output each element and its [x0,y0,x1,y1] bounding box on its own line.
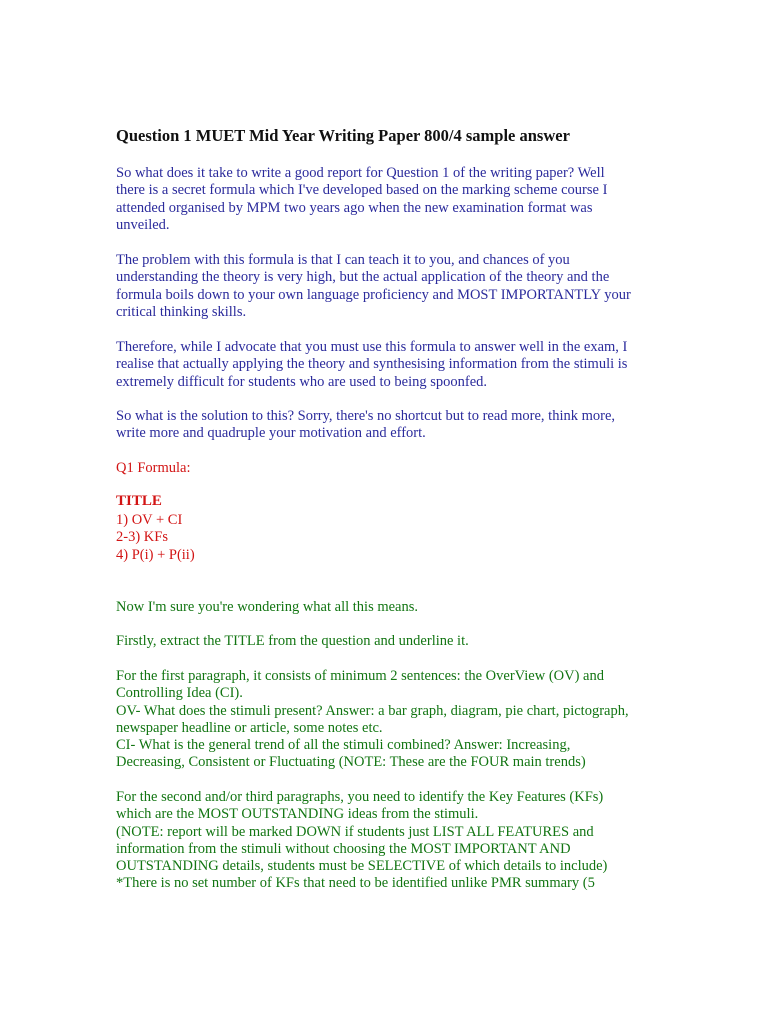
formula-heading: Q1 Formula: [116,460,191,476]
solution-paragraph: So what is the solution to this? Sorry, there's no shortcut but to read more, think more, write more and quadruple your motivation and effort. [116,408,616,442]
document-title: Question 1 MUET Mid Year Writing Paper 800/4 sample answer [116,126,570,145]
wondering-paragraph: Now I'm sure you're wondering what all this means. [116,599,419,615]
first-paragraph-explanation: For the first paragraph, it consists of minimum 2 sentences: the OverView (OV) and Controlling Idea (CI). OV- What does the stimuli present? Answer: a bar graph, diagram, pie chart, pictograph, newspaper headline or article, some notes etc. CI- What is the general trend of all the stimuli combined? Answer: Increasing, Decreasing, Consistent or Fluctuating (NOTE: These are the FOUR main trends) [116,668,629,771]
problem-paragraph: The problem with this formula is that I can teach it to you, and chances of you understanding the theory is very high, but the actual application of the theory and the formula boils down to your own language proficiency and MOST IMPORTANTLY your critical thinking skills. [116,252,631,320]
intro-paragraph: So what does it take to write a good report for Question 1 of the writing paper? Well there is a secret formula which I've developed based on the marking scheme course I attended organised by MPM two years ago when the new examination format was unveiled. [116,165,608,233]
formula-title: TITLE [116,493,162,509]
key-features-explanation: For the second and/or third paragraphs, you need to identify the Key Features (KFs) which are the MOST OUTSTANDING ideas from the stimuli. (NOTE: report will be marked DOWN if students just LIST ALL FEATURES and information from the stimuli without choosing the MOST IMPORTANT AND OUTSTANDING details, students must be SELECTIVE of which details to include) *There is no set number of KFs that need to be identified unlike PMR summary (5 [116,789,608,892]
advocate-paragraph: Therefore, while I advocate that you must use this formula to answer well in the exam, I realise that actually applying the theory and synthesising information from the stimuli is extremely difficult for students who are used to being spoonfed. [116,339,628,390]
extract-title-paragraph: Firstly, extract the TITLE from the question and underline it. [116,633,469,649]
formula-lines: 1) OV + CI 2-3) KFs 4) P(i) + P(ii) [116,512,195,563]
